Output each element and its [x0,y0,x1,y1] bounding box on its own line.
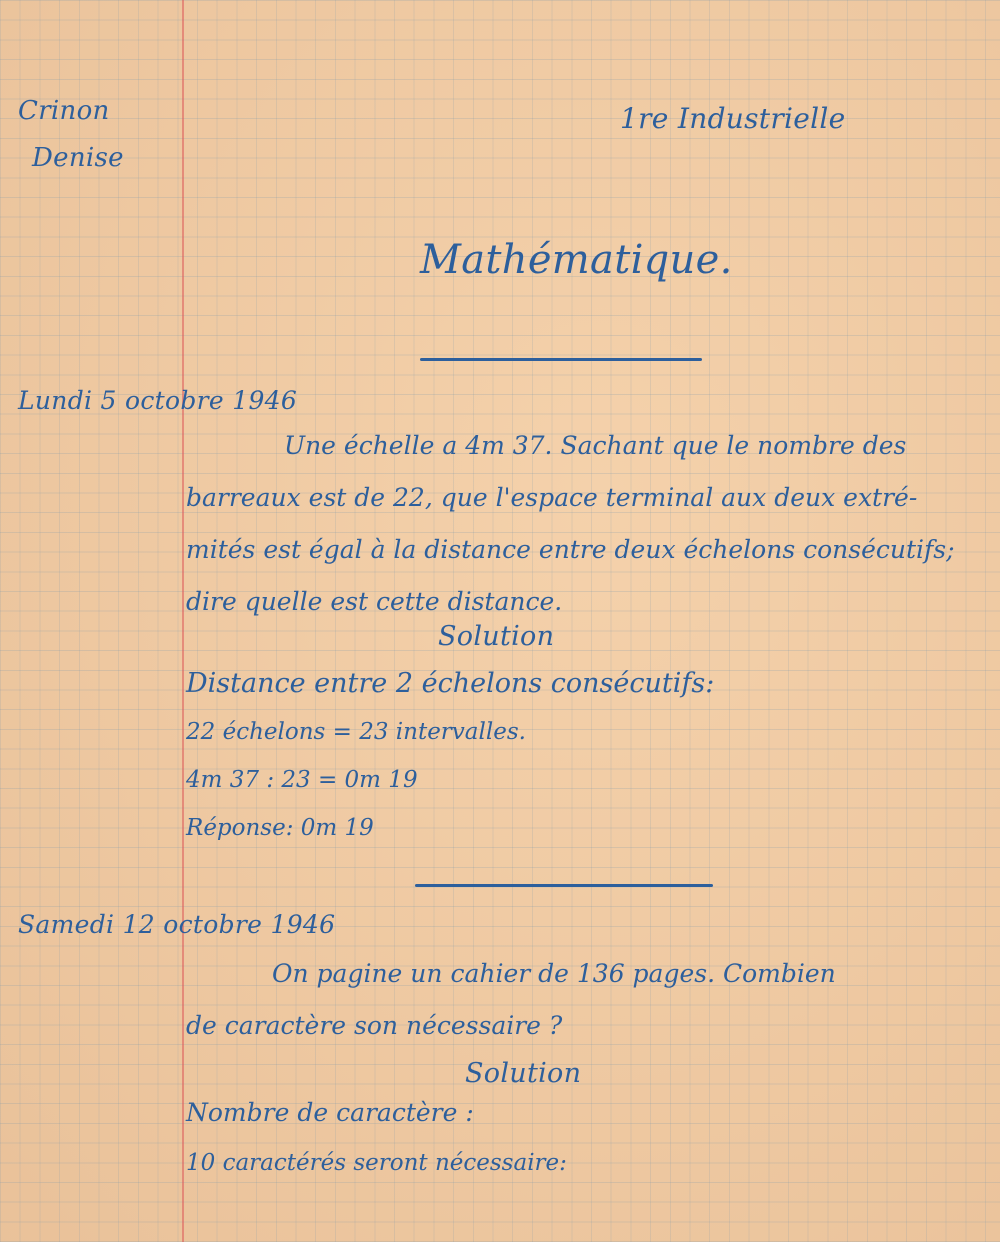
red-margin-line [182,0,184,1242]
title-underline [420,358,702,361]
entry2-solution-line: 10 caractérés seront nécessaire: [186,1150,567,1176]
student-first-name: Denise [32,143,124,173]
entry1-problem-line: mités est égal à la distance entre deux échelons consécutifs; [186,535,955,564]
entry2-problem [186,948,836,1052]
page-title: Mathématique. [420,237,733,283]
entry1-problem-line: dire quelle est cette distance. [186,587,563,616]
entry1-solution-line: 22 échelons = 23 intervalles. [186,719,526,745]
entry2-solution [186,1088,567,1188]
entry2-problem-line: de caractère son nécessaire ? [186,1011,563,1040]
entry2-date: Samedi 12 octobre 1946 [18,910,336,939]
entry1-problem-line: barreaux est de 22, que l'espace terminal aux deux extré- [186,483,918,512]
entry2-problem-line: On pagine un cahier de 136 pages. Combien [272,959,836,988]
student-last-name: Crinon [18,96,110,126]
entry1-problem-line: Une échelle a 4m 37. Sachant que le nombre des [284,431,907,460]
entry2-solution-line: Nombre de caractère : [186,1098,474,1127]
entry1-solution-heading: Solution [438,621,555,652]
entry1-problem [186,420,955,628]
entry1-date: Lundi 5 octobre 1946 [18,386,298,415]
entry1-solution [186,660,714,852]
entry1-solution-line: Distance entre 2 échelons consécutifs: [186,668,715,699]
entry1-separator [415,884,713,887]
entry1-solution-line: Réponse: 0m 19 [186,815,374,841]
entry2-solution-heading: Solution [465,1058,582,1089]
entry1-solution-line: 4m 37 : 23 = 0m 19 [186,767,418,793]
class-label: 1re Industrielle [620,102,846,135]
